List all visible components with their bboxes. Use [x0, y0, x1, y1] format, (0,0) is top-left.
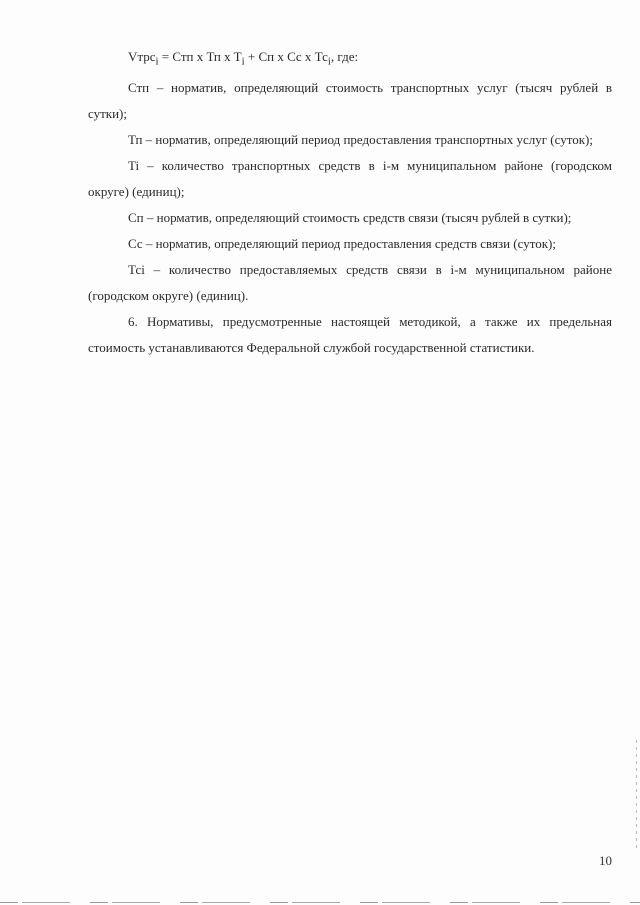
formula-subscript: i — [155, 55, 159, 68]
paragraph-ctp: Стп – норматив, определяющий стоимость транспортных услуг (тысяч рублей в сутки); — [88, 79, 612, 121]
formula-tail: , где: — [330, 49, 359, 64]
formula-lhs: Vтрс — [128, 49, 156, 64]
document-body — [88, 44, 612, 361]
formula-subscript: i — [241, 55, 245, 68]
paragraph-item-6: 6. Нормативы, предусмотренные настоящей методикой, а также их предельная стоимость устанавливаются Федеральной службой государственной статистики. — [88, 313, 612, 355]
formula-part: = Стп x Тп x T — [158, 49, 242, 64]
formula-line — [88, 44, 612, 75]
paragraph-tp: Тп – норматив, определяющий период предоставления транспортных услуг (суток); — [128, 131, 593, 147]
formula-part: + Сп x Сс x Тс — [244, 49, 328, 64]
formula-subscript: i — [327, 55, 331, 68]
page-number: 10 — [599, 853, 612, 868]
paragraph-tci: Тсi – количество предоставляемых средств связи в i-м муниципальном районе (городском округе) (единиц). — [88, 261, 612, 303]
paragraph-ti: Ti – количество транспортных средств в i-м муниципальном районе (городском округе) (единиц); — [88, 157, 612, 199]
scan-edge-mark — [636, 740, 637, 850]
paragraph-cc: Сс – норматив, определяющий период предоставления средств связи (суток); — [128, 235, 556, 251]
scan-bottom-edge — [0, 902, 640, 903]
paragraph-cp: Сп – норматив, определяющий стоимость средств связи (тысяч рублей в сутки); — [128, 209, 572, 225]
